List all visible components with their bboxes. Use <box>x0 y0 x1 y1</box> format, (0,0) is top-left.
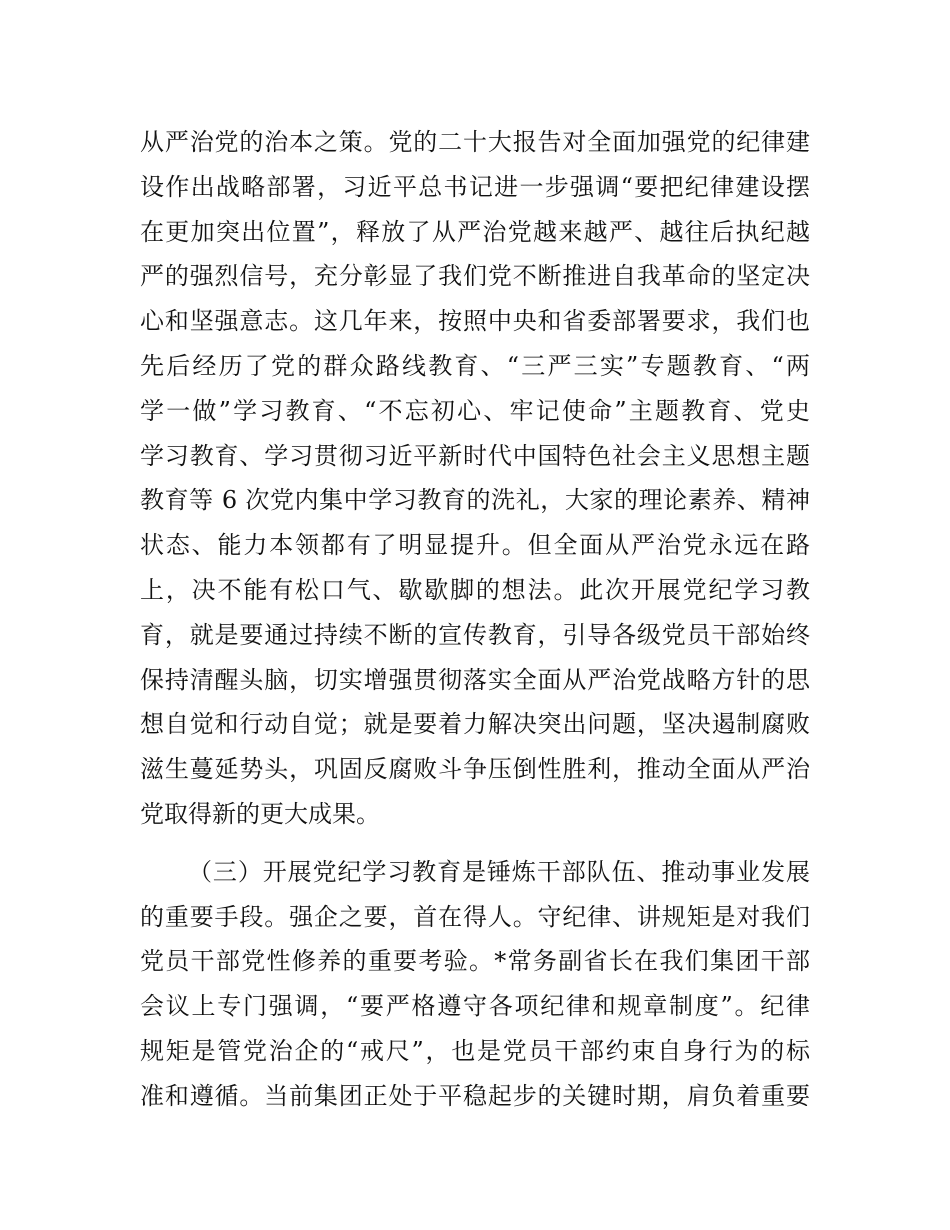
text-line: 滋生蔓延势头，巩固反腐败斗争压倒性胜利，推动全面从严治 <box>140 755 810 784</box>
text-line: 会议上专门强调，“要严格遵守各项纪律和规章制度”。纪律 <box>140 992 810 1021</box>
text-line: 党取得新的更大成果。 <box>140 799 380 828</box>
text-line: 学习教育、学习贯彻习近平新时代中国特色社会主义思想主题 <box>140 441 810 470</box>
text-line: 上，决不能有松口气、歇歇脚的想法。此次开展党纪学习教 <box>140 575 810 604</box>
text-line: 心和坚强意志。这几年来，按照中央和省委部署要求，我们也 <box>140 307 810 336</box>
text-line: 想自觉和行动自觉；就是要着力解决突出问题，坚决遏制腐败 <box>140 710 810 739</box>
text-line: 学一做”学习教育、“不忘初心、牢记使命”主题教育、党史 <box>140 396 810 425</box>
text-line: 先后经历了党的群众路线教育、“三严三实”专题教育、“两 <box>140 351 810 380</box>
paragraph-spacer <box>140 837 810 850</box>
text-line: 规矩是管党治企的“戒尺”，也是党员干部约束自身行为的标 <box>140 1036 810 1065</box>
paragraph-2 <box>140 850 810 1119</box>
document-body <box>140 120 810 1119</box>
text-line: 准和遵循。当前集团正处于平稳起步的关键时期，肩负着重要 <box>140 1081 810 1110</box>
text-line: 设作出战略部署，习近平总书记进一步强调“要把纪律建设摆 <box>140 172 810 201</box>
text-line: 的重要手段。强企之要，首在得人。守纪律、讲规矩是对我们 <box>140 902 810 931</box>
paragraph-1 <box>140 120 810 837</box>
text-line: 状态、能力本领都有了明显提升。但全面从严治党永远在路 <box>140 531 810 560</box>
text-line-indented: （三）开展党纪学习教育是锤炼干部队伍、推动事业发展 <box>188 857 810 886</box>
text-line: 保持清醒头脑，切实增强贯彻落实全面从严治党战略方针的思 <box>140 665 810 694</box>
text-line: 教育等 6 次党内集中学习教育的洗礼，大家的理论素养、精神 <box>140 486 810 515</box>
text-line: 从严治党的治本之策。党的二十大报告对全面加强党的纪律建 <box>140 128 810 156</box>
text-line: 在更加突出位置”，释放了从严治党越来越严、越往后执纪越 <box>140 217 810 246</box>
text-line: 严的强烈信号，充分彰显了我们党不断推进自我革命的坚定决 <box>140 262 810 291</box>
text-line: 育，就是要通过持续不断的宣传教育，引导各级党员干部始终 <box>140 620 810 649</box>
text-line: 党员干部党性修养的重要考验。*常务副省长在我们集团干部 <box>140 947 810 976</box>
